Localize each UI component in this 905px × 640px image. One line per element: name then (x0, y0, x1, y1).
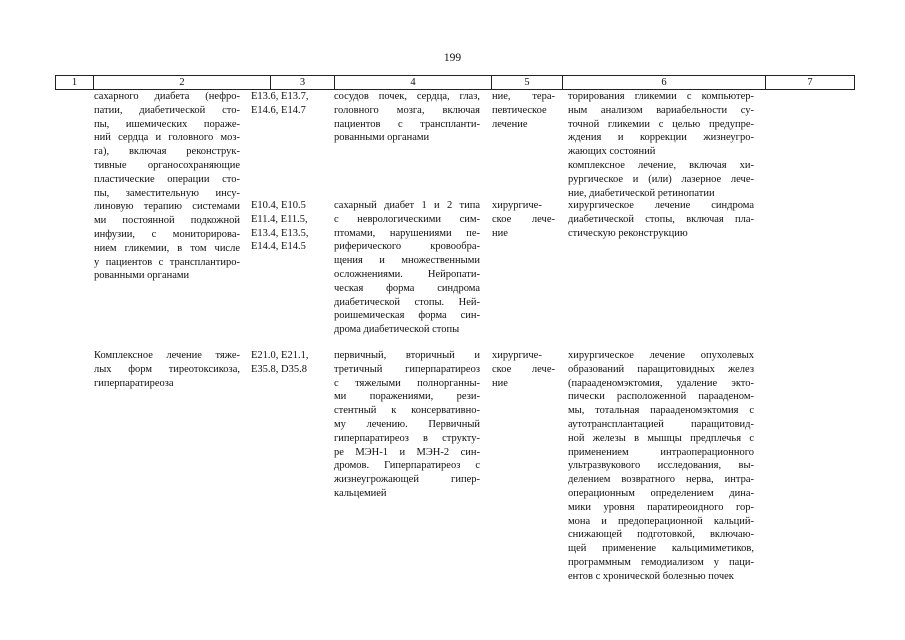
table-header-row (55, 75, 855, 90)
text-line: операционным определением дина- (568, 487, 754, 499)
text-line: ние, тера- (492, 91, 555, 102)
text-line: первичный, вторичный и (334, 350, 480, 361)
text-line: E14.6, E14.7 (251, 104, 306, 116)
text-line: рованными органами (334, 132, 430, 144)
row3-col5-cell (492, 349, 555, 390)
row1-col5-cell (492, 90, 555, 131)
text-line: гиперпаратиреоза (94, 377, 174, 389)
row1-col6-cell (568, 90, 754, 200)
text-line: дромов. Гиперпаратиреоз с (334, 460, 480, 472)
text-line: сахарный диабет 1 и 2 типа (334, 200, 480, 211)
text-line: стентный к консервативно- (334, 405, 480, 417)
column-number-1: 1 (55, 76, 93, 89)
row1-col4-cell (334, 90, 480, 145)
text-line: линовую терапию системами (94, 201, 240, 213)
text-line: точной гликемии с целью предупре- (568, 118, 754, 130)
text-line: E13.4, E13.5, (251, 227, 309, 239)
text-line: жающих состояний (568, 146, 656, 158)
text-line: ское лече- (492, 363, 555, 375)
text-line: мики уровня паратиреоидного гор- (568, 501, 754, 513)
column-number-5: 5 (491, 76, 562, 89)
text-line: E14.4, E14.5 (251, 241, 306, 253)
text-line: ным анализом вариабельности су- (568, 104, 754, 116)
text-line: у пациентов с трансплантиро- (94, 256, 240, 268)
text-line: снижающей подготовкой, включаю- (568, 529, 754, 541)
text-line: рованными органами (94, 270, 190, 282)
text-line: с неврологическими сим- (334, 213, 480, 225)
row1-col2-cell (94, 90, 240, 283)
text-line: пациентов с транспланти- (334, 118, 480, 130)
text-line: певтическое (492, 104, 547, 116)
row3-col4-cell (334, 349, 480, 501)
row2-col3-cell (251, 199, 323, 254)
text-line: E11.4, E11.5, (251, 213, 308, 225)
text-line: хирургиче- (492, 350, 542, 361)
text-line: применением интраоперационного (568, 446, 754, 458)
text-line: ний сердца и головного моз- (94, 132, 240, 144)
row3-col3-cell (251, 349, 323, 377)
text-line: щей применение кальцимиметиков, (568, 543, 754, 555)
text-line: ние (492, 377, 508, 389)
text-line: программным гемодиализом у паци- (568, 556, 754, 568)
text-line: ние, диабетической ретинопатии (568, 187, 715, 199)
text-line: рургическое и (или) лазерное лече- (568, 173, 754, 185)
text-line: нием гликемии, в том числе (94, 242, 240, 254)
text-line: гиперпаратиреоз в структу- (334, 432, 480, 444)
text-line: комплексное лечение, включая хи- (568, 159, 754, 171)
column-number-2: 2 (93, 76, 270, 89)
text-line: ждения и коррекции жизнеугро- (568, 132, 754, 144)
text-line: тивные органосохраняющие (94, 159, 240, 171)
text-line: пы, заместительную инсу- (94, 187, 240, 199)
text-line: мона и предоперационной кальций- (568, 515, 754, 527)
column-number-6: 6 (562, 76, 765, 89)
text-line: E13.6, E13.7, (251, 91, 309, 102)
text-line: ультразвукового исследования, вы- (568, 460, 754, 472)
text-line: E35.8, D35.8 (251, 363, 307, 375)
text-line: хирургическое лечение синдрома (568, 200, 754, 211)
text-line: ной железы в мышцы предплечья с (568, 432, 754, 444)
text-line: с тяжелыми полнорганны- (334, 377, 480, 389)
text-line: Комплексное лечение тяже- (94, 350, 240, 361)
row3-col2-cell (94, 349, 240, 390)
text-line: ентов с хронической болезнью почек (568, 570, 734, 582)
text-line: патии, диабетической сто- (94, 104, 240, 116)
text-line: стическую реконструкцию (568, 227, 688, 239)
text-line: образований паращитовидных желез (568, 363, 754, 375)
text-line: делением возвратного нерва, интра- (568, 474, 754, 486)
text-line: диабетической стопы. Ней- (334, 296, 480, 308)
text-line: ми постоянной подкожной (94, 215, 240, 227)
text-line: E21.0, E21.1, (251, 350, 309, 361)
text-line: инфузии, с мониторирова- (94, 228, 240, 240)
text-line: сахарного диабета (нефро- (94, 91, 240, 102)
column-number-4: 4 (334, 76, 491, 89)
text-line: га), включая реконструк- (94, 146, 240, 158)
page-number: 199 (443, 52, 462, 64)
text-line: пы, ишемических пораже- (94, 118, 240, 130)
text-line: ческая форма синдрома (334, 282, 480, 294)
column-number-7: 7 (765, 76, 855, 89)
text-line: ние (492, 227, 508, 239)
row3-col6-cell (568, 349, 754, 584)
text-line: аутотрансплантацией паращитовид- (568, 418, 754, 430)
text-line: щения и множественными (334, 255, 480, 267)
text-line: ское лече- (492, 213, 555, 225)
text-line: лых форм тиреотоксикоза, (94, 363, 240, 375)
text-line: E10.4, E10.5 (251, 200, 306, 211)
row1-col3-cell (251, 90, 323, 118)
row2-col4-cell (334, 199, 480, 337)
text-line: пластические операции сто- (94, 173, 240, 185)
text-line: роишемическая форма син- (334, 310, 480, 322)
text-line: головного мозга, включая (334, 104, 480, 116)
text-line: диабетической стопы, включая пла- (568, 213, 754, 225)
text-line: риферического кровообра- (334, 241, 480, 253)
text-line: хирургическое лечение опухолевых (568, 350, 754, 361)
text-line: (парааденомэктомия, удаление экто- (568, 377, 754, 389)
row2-col5-cell (492, 199, 555, 240)
text-line: третичный гиперпаратиреоз (334, 363, 480, 375)
text-line: кальцемией (334, 487, 387, 499)
column-number-3: 3 (270, 76, 334, 89)
text-line: ре МЭН-1 и МЭН-2 син- (334, 446, 480, 458)
text-line: торирования гликемии с компьютер- (568, 91, 754, 102)
text-line: сосудов почек, сердца, глаз, (334, 91, 480, 102)
text-line: му лечению. Первичный (334, 418, 480, 430)
text-line: дрома диабетической стопы (334, 324, 460, 336)
text-line: хирургиче- (492, 200, 542, 211)
text-line: птомами, нарушениями пе- (334, 227, 480, 239)
text-line: пически расположенной парааденом- (568, 391, 754, 403)
row2-col6-cell (568, 199, 754, 240)
text-line: осложнениями. Нейропати- (334, 268, 480, 280)
text-line: жизнеугрожающей гипер- (334, 474, 480, 486)
text-line: лечение (492, 118, 528, 130)
text-line: мы, тотальная парааденомэктомия с (568, 405, 754, 417)
text-line: ми поражениями, рези- (334, 391, 480, 403)
